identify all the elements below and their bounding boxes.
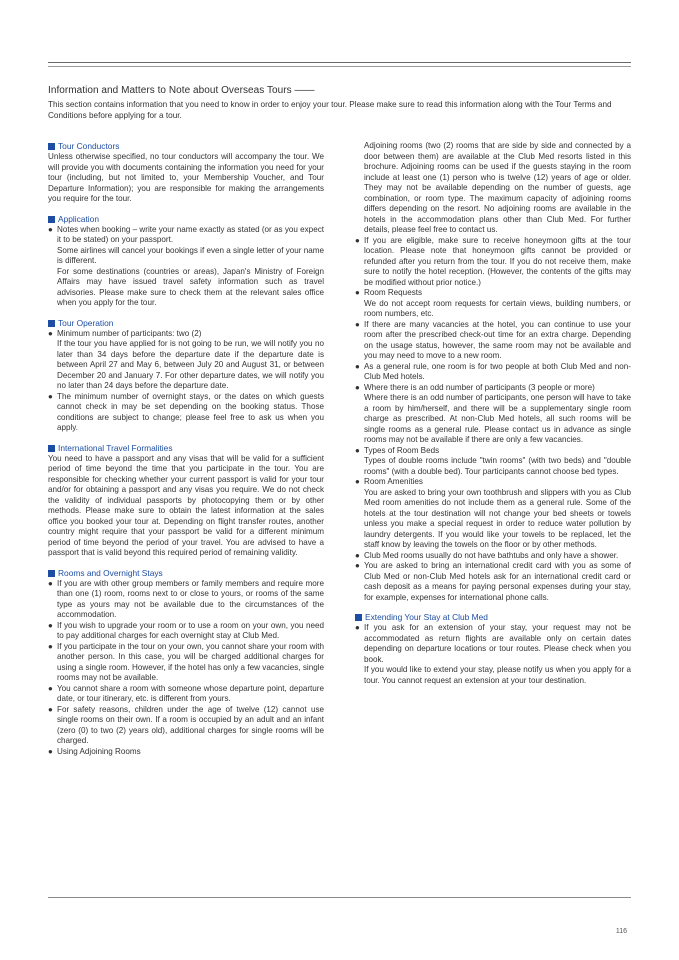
bullet-dot-icon: ● <box>355 623 360 632</box>
section-heading <box>48 568 324 579</box>
bullet-item <box>355 477 631 488</box>
bullet-item <box>355 288 631 299</box>
bullet-dot-icon: ● <box>48 224 53 234</box>
heading-text: Tour Conductors <box>58 141 120 151</box>
bullet-item <box>48 579 324 621</box>
section-heading <box>48 214 324 225</box>
section-tour-conductors <box>48 141 324 205</box>
bullet-text: Types of Room Beds <box>364 445 440 455</box>
bullet-item <box>355 446 631 457</box>
bullet-item <box>355 320 631 362</box>
heading-text: Tour Operation <box>58 317 114 328</box>
indented-paragraph: Adjoining rooms (two (2) rooms that are side by side and connected by a door between them) are available at the Club Med resorts listed in this brochure. Adjoining rooms can be used if the guests staying in the room include at least one (1) person who is twelve (12) years of age or older. They may not be available depending on the number of guests, age combination, or room type. The maximum capacity of adjoining rooms differs depending on the resort. No adjoining rooms are available in the hotels in the accommodation plans other than Club Med. For further details, please feel free to contact us. <box>364 141 631 234</box>
bullet-dot-icon: ● <box>48 641 53 651</box>
bullet-text: If you ask for an extension of your stay, your request may not be accommodated as return flights are available only on certain dates depending on departure locations or tour routes. Please check when you book. <box>364 623 631 664</box>
bullet-text: If you are eligible, make sure to receive honeymoon gifts at the tour location. Please note that honeymoon gifts cannot be provided or refunded after you return from the tour. If you do not receive them, make sure to notify the hotel reception. (However, the contents of the gifts may be modified without prior notice.) <box>364 235 631 287</box>
section-rooms <box>48 568 324 758</box>
page-title: Information and Matters to Note about Overseas Tours —— <box>48 85 315 96</box>
bullet-dot-icon: ● <box>48 704 53 714</box>
square-bullet-icon <box>48 216 55 223</box>
bullet-dot-icon: ● <box>355 382 360 392</box>
bullet-text: Notes when booking – write your name exactly as stated (or as you expect it to be stated) on your passport. <box>57 224 324 244</box>
bullet-dot-icon: ● <box>48 391 53 401</box>
bullet-item <box>48 642 324 684</box>
square-bullet-icon <box>48 445 55 452</box>
section-tour-operation <box>48 318 324 434</box>
indented-paragraph: Types of double rooms include "twin rooms" (with two beds) and "double rooms" (with a double bed). Tour participants cannot choose bed types. <box>364 456 631 476</box>
indented-paragraph: You are asked to bring your own toothbrush and slippers with you as Club Med room amenities do not include them as a general rule. Some of the hotels at the tour destination will not change your bed sheets or towels unless you make a special request in order to reduce water pollution by laundry detergents. If you would like your towels to be replaced, let the staff know by leaving the towels on the floor or by other methods. <box>364 487 631 549</box>
top-rule-secondary <box>48 66 631 67</box>
square-bullet-icon <box>355 614 362 621</box>
bullet-dot-icon: ● <box>48 578 53 588</box>
indented-paragraph: Some airlines will cancel your bookings if even a single letter of your name is different. <box>57 245 324 265</box>
bullet-text: Room Requests <box>364 288 423 297</box>
indented-paragraph: Where there is an odd number of participants, one person will have to take a room by him/herself, and there will be a supplementary single room charge as prescribed. At non-Club Med hotels, all such rooms will be single rooms as a general rule. Please contact us in advance as single rooms may not be available if there are only a few vacancies. <box>364 393 631 444</box>
bullet-dot-icon: ● <box>355 235 360 245</box>
bullet-text: If you participate in the tour on your own, you cannot share your room with another person. In this case, you will be charged additional charges for using a single room. However, if the hotel has only a few vacancies, single rooms may not be available. <box>57 641 324 682</box>
right-column <box>355 141 631 695</box>
bullet-text: Minimum number of participants: two (2) <box>57 328 202 338</box>
section-rooms-continued <box>355 141 631 603</box>
section-heading <box>48 318 324 329</box>
bullet-dot-icon: ● <box>355 319 360 329</box>
heading-text: International Travel Formalities <box>58 442 173 453</box>
bullet-dot-icon: ● <box>48 328 53 338</box>
bottom-rule <box>48 897 631 898</box>
intro-paragraph: This section contains information that you need to know in order to enjoy your tour. Please make sure to read this information along with the Tour Terms and Conditions before applying for a tour. <box>48 100 612 120</box>
bullet-dot-icon: ● <box>48 620 53 630</box>
indented-paragraph: For some destinations (countries or areas), Japan's Ministry of Foreign Affairs may have issued travel safety information such as travel advisories. Please make sure to check them at the relevant sales office when you apply for the tour. <box>57 266 324 307</box>
heading-text: Rooms and Overnight Stays <box>58 567 163 578</box>
bullet-item <box>48 392 324 434</box>
section-travel-formalities <box>48 443 324 559</box>
bullet-dot-icon: ● <box>355 288 360 297</box>
bullet-item <box>48 705 324 747</box>
bullet-dot-icon: ● <box>355 477 360 486</box>
bullet-item <box>355 623 631 665</box>
bullet-text: You cannot share a room with someone whose departure point, departure date, or tour itinerary, etc. is different from yours. <box>57 683 324 703</box>
bullet-item <box>355 551 631 562</box>
bullet-dot-icon: ● <box>48 746 53 756</box>
bullet-dot-icon: ● <box>355 550 360 560</box>
section-heading <box>355 612 631 623</box>
bullet-item <box>355 362 631 383</box>
left-column <box>48 141 324 766</box>
top-rule <box>48 62 631 63</box>
bullet-item <box>355 236 631 289</box>
section-heading <box>48 443 324 454</box>
bullet-text: Where there is an odd number of participants (3 people or more) <box>364 382 595 392</box>
bullet-text: If there are many vacancies at the hotel, you can continue to use your room after the prescribed check-out time for an extra charge. Depending on the usage status, however, the same room may not be available and you may need to move to a new room. <box>364 319 631 360</box>
bullet-text: Using Adjoining Rooms <box>57 746 141 756</box>
paragraph: You need to have a passport and any visas that will be valid for a sufficient period of time beyond the time that you participate in the tour. You are responsible for checking whether your current passport is valid for your tour and/or for obtaining a passport and any visas you require. We do not check the validity of individual passports by photocopying them or by other methods. Please make sure to obtain the latest information at the sales office you booked your tour at. Depending on flight transfer routes, another country might require that your passport be valid for a different minimum period of time beyond the period of your travel. You are advised to have a passport that is valid beyond this required period of remaining validity. <box>48 453 324 557</box>
square-bullet-icon <box>48 320 55 327</box>
bullet-dot-icon: ● <box>355 561 360 570</box>
section-application <box>48 214 324 309</box>
indented-paragraph: If you would like to extend your stay, please notify us when you apply for a tour. You cannot request an extension at your tour destination. <box>364 665 631 685</box>
section-extending-stay <box>355 612 631 686</box>
square-bullet-icon <box>48 143 55 150</box>
heading-text: Extending Your Stay at Club Med <box>365 612 488 622</box>
bullet-item <box>355 383 631 394</box>
square-bullet-icon <box>48 570 55 577</box>
bullet-text: For safety reasons, children under the age of twelve (12) cannot use single rooms on their own. If a room is occupied by an adult and an infant (zero (0) to two (2) years old), additional charges for single rooms will be charged. <box>57 704 324 745</box>
bullet-item <box>48 621 324 642</box>
bullet-text: The minimum number of overnight stays, or the dates on which guests cannot check in may be set depending on the booking status. Those conditions are subject to change; please feel free to ask us when you apply. <box>57 391 324 432</box>
paragraph: Unless otherwise specified, no tour conductors will accompany the tour. We will provide you with documents containing the information you need for your tour (including, but not limited to, your Membership Voucher, and Tour Departure Information); you are responsible for making the arrangements you require for the tour. <box>48 152 324 203</box>
bullet-text: You are asked to bring an international credit card with you as some of Club Med or non-Club Med hotels ask for an international credit card or cash deposit as a means for paying personal expenses during your stay, for example, expenses for international phone calls. <box>364 561 631 602</box>
indented-paragraph: If the tour you have applied for is not going to be run, we will notify you no later than 34 days before the departure date if the departure date is between April 27 and May 6, between July 20 and August 31, or between December 20 and January 7. For other departure dates, we will notify you no later than 24 days before the departure date. <box>57 339 324 390</box>
bullet-item <box>355 561 631 603</box>
bullet-item <box>48 747 324 758</box>
section-heading <box>48 141 324 152</box>
bullet-text: Room Amenities <box>364 477 423 486</box>
bullet-item <box>48 684 324 705</box>
heading-text: Application <box>58 213 99 224</box>
indented-paragraph: We do not accept room requests for certain views, building numbers, or room numbers, etc. <box>364 298 631 318</box>
bullet-item <box>48 225 324 246</box>
bullet-dot-icon: ● <box>48 683 53 693</box>
bullet-text: If you wish to upgrade your room or to use a room on your own, you need to pay additional charges for each overnight stay at Club Med. <box>57 620 324 640</box>
bullet-dot-icon: ● <box>355 361 360 371</box>
page-number: 116 <box>615 928 627 935</box>
bullet-text: Club Med rooms usually do not have bathtubs and only have a shower. <box>364 550 619 560</box>
bullet-text: As a general rule, one room is for two people at both Club Med and non-Club Med hotels. <box>364 361 631 381</box>
bullet-dot-icon: ● <box>355 445 360 455</box>
bullet-item <box>48 329 324 340</box>
bullet-text: If you are with other group members or family members and require more than one (1) room, rooms next to or close to yours, or rooms of the same type as yours may not be available due to the circumstances of the accommodation. <box>57 578 324 619</box>
